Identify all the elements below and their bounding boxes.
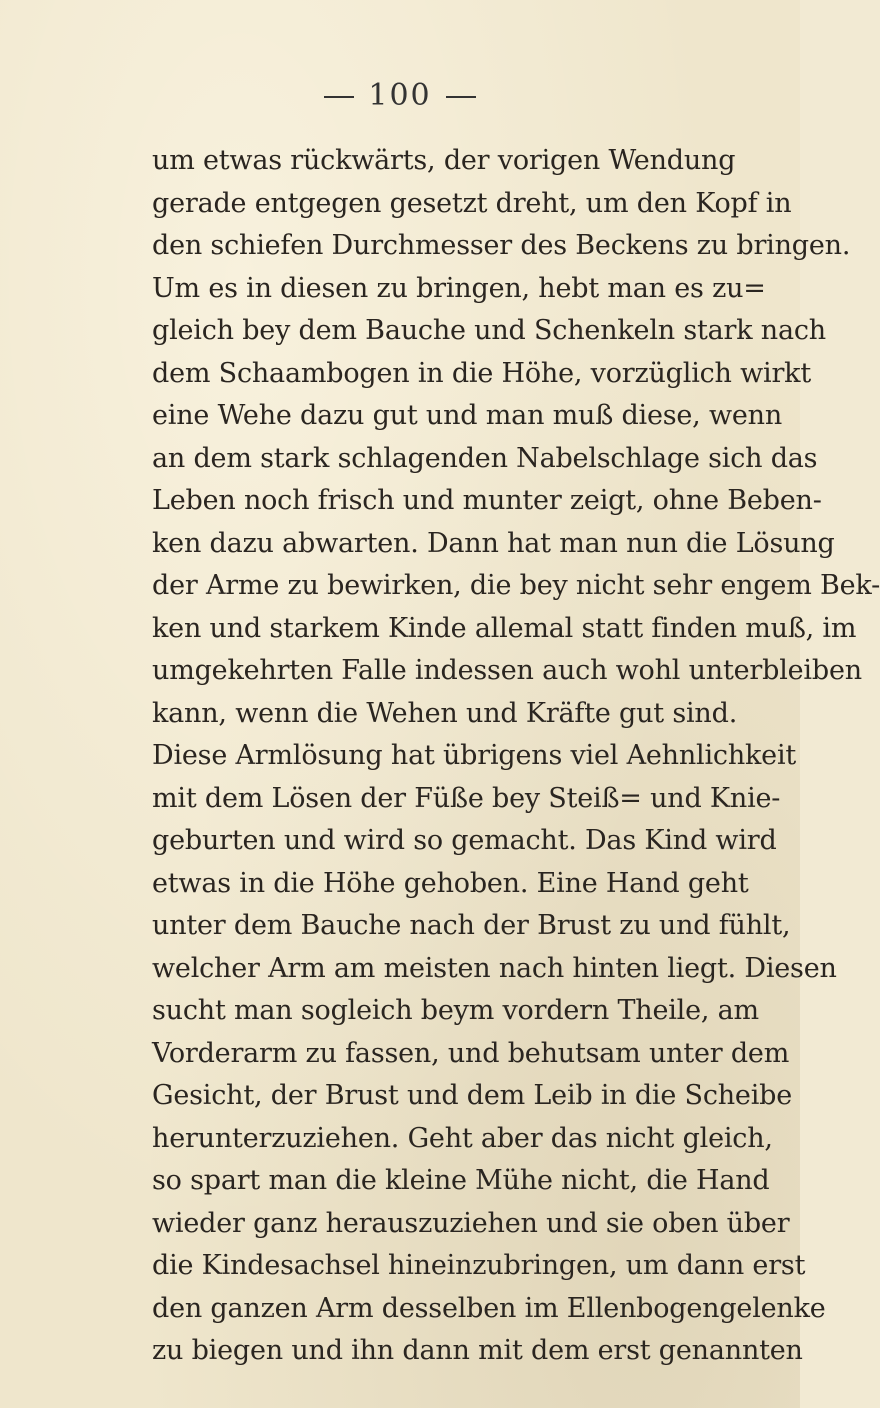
text-line: gleich bey dem Bauche und Schenkeln stark nach	[152, 315, 826, 346]
text-line: wieder ganz herauszuziehen und sie oben über	[152, 1207, 790, 1239]
body-text	[152, 140, 880, 1373]
page-header	[0, 78, 800, 113]
text-line: zu biegen und ihn dann mit dem erst genannten	[152, 1335, 803, 1366]
text-line: Leben noch frisch und munter zeigt, ohne Beben-	[152, 485, 822, 516]
header-dash-right	[446, 96, 476, 98]
text-line: an dem stark schlagenden Nabelschlage sich das	[152, 442, 818, 474]
text-line: ken dazu abwarten. Dann hat man nun die Lösung	[152, 527, 835, 559]
text-line: kann, wenn die Wehen und Kräfte gut sind.	[152, 697, 738, 729]
text-line: herunterzuziehen. Geht aber das nicht gleich,	[152, 1122, 773, 1154]
text-line: Gesicht, der Brust und dem Leib in die Scheibe	[152, 1080, 793, 1111]
text-line: gerade entgegen gesetzt dreht, um den Kopf in	[152, 187, 792, 219]
header-dash-left	[324, 96, 354, 98]
text-line: umgekehrten Falle indessen auch wohl unterbleiben	[152, 655, 862, 686]
text-line: die Kindesachsel hineinzubringen, um dann erst	[152, 1250, 806, 1281]
text-line: dem Schaambogen in die Höhe, vorzüglich wirkt	[152, 357, 811, 389]
text-line: eine Wehe dazu gut und man muß diese, wenn	[152, 400, 783, 431]
text-line: den ganzen Arm desselben im Ellenbogengelenke	[152, 1292, 826, 1324]
text-line: um etwas rückwärts, der vorigen Wendung	[152, 145, 736, 176]
text-line: Diese Armlösung hat übrigens viel Aehnlichkeit	[152, 740, 797, 771]
text-line: unter dem Bauche nach der Brust zu und fühlt,	[152, 910, 791, 941]
text-line: geburten und wird so gemacht. Das Kind wird	[152, 825, 777, 856]
text-line: den schiefen Durchmesser des Beckens zu bringen.	[152, 230, 851, 261]
text-line: ken und starkem Kinde allemal statt finden muß, im	[152, 612, 857, 644]
text-line: welcher Arm am meisten nach hinten liegt. Diesen	[152, 952, 837, 984]
text-line: so spart man die kleine Mühe nicht, die Hand	[152, 1165, 770, 1196]
text-line: mit dem Lösen der Füße bey Steiß= und Knie-	[152, 782, 781, 814]
text-line: sucht man sogleich beym vordern Theile, am	[152, 995, 759, 1026]
text-line: etwas in die Höhe gehoben. Eine Hand geht	[152, 867, 749, 899]
text-line: Um es in diesen zu bringen, hebt man es zu=	[152, 272, 766, 304]
text-line: Vorderarm zu fassen, und behutsam unter dem	[152, 1037, 790, 1069]
text-line: der Arme zu bewirken, die bey nicht sehr engem Bek-	[152, 570, 880, 601]
page-number: 100	[368, 78, 432, 113]
